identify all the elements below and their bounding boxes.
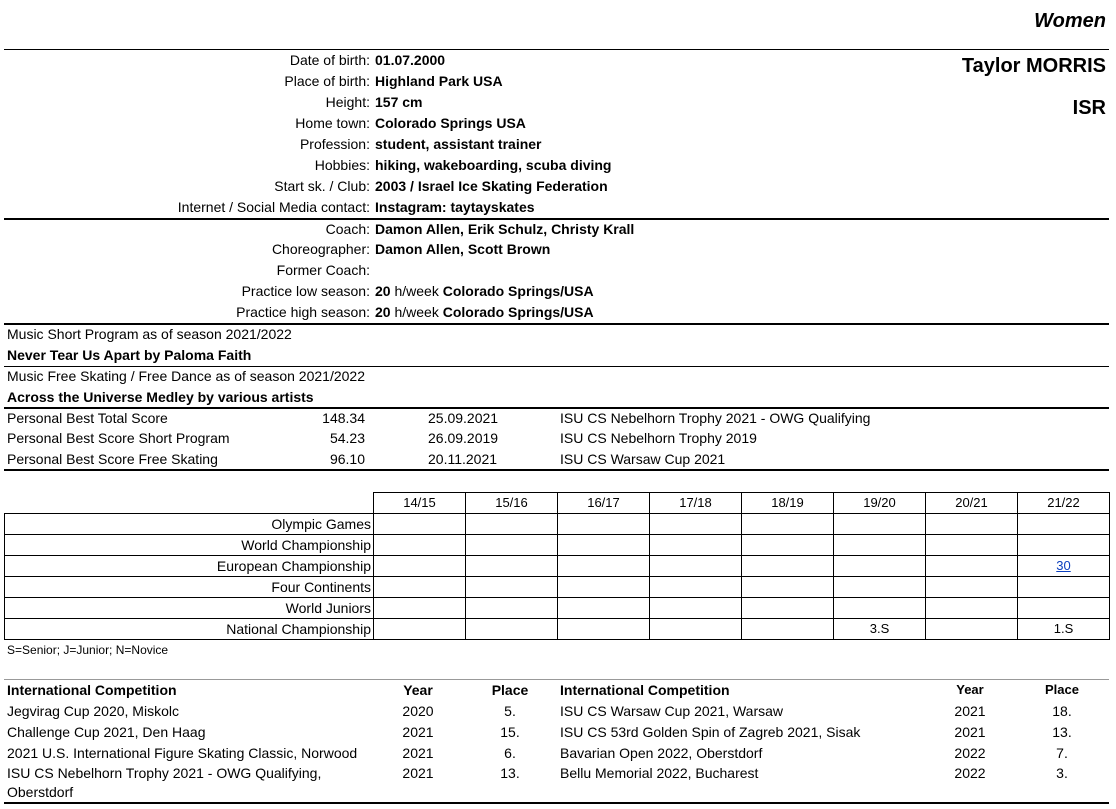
pb-label: Personal Best Score Short Program <box>7 430 230 446</box>
music-short-heading: Music Short Program as of season 2021/2022 <box>7 326 292 342</box>
col-place-header: Place <box>1045 682 1079 697</box>
col-competition-header: International Competition <box>560 682 730 698</box>
bio-value: 2003 / Israel Ice Skating Federation <box>375 178 608 194</box>
competition-year: 2022 <box>954 745 986 761</box>
result-cell <box>558 577 650 598</box>
championship-name: National Championship <box>5 619 374 640</box>
season-header: 14/15 <box>374 493 466 514</box>
pb-event: ISU CS Nebelhorn Trophy 2019 <box>560 430 757 446</box>
bio-value: Instagram: taytayskates <box>375 199 535 215</box>
bio-label: Place of birth: <box>284 73 370 89</box>
season-header: 19/20 <box>834 493 926 514</box>
result-cell <box>834 535 926 556</box>
athlete-name: Taylor MORRIS <box>961 55 1106 77</box>
bio-label: Home town: <box>295 115 370 131</box>
bio-value: student, assistant trainer <box>375 136 542 152</box>
result-cell <box>558 535 650 556</box>
championship-name: World Juniors <box>5 598 374 619</box>
bio-value: 157 cm <box>375 94 423 110</box>
bio-value: Highland Park USA <box>375 73 503 89</box>
result-cell <box>374 577 466 598</box>
result-cell <box>466 598 558 619</box>
result-cell <box>1018 535 1110 556</box>
table-header-row <box>5 493 1110 514</box>
music-free-heading: Music Free Skating / Free Dance as of season 2021/2022 <box>7 368 365 384</box>
european-result-link[interactable]: 30 <box>1056 558 1071 573</box>
result-cell <box>1018 514 1110 535</box>
championship-name: European Championship <box>5 556 374 577</box>
result-cell <box>466 535 558 556</box>
competition-place: 18. <box>1052 703 1072 719</box>
table-row <box>5 535 1110 556</box>
result-cell <box>558 619 650 640</box>
pb-score: 96.10 <box>329 451 365 467</box>
result-cell <box>650 598 742 619</box>
table-row <box>5 577 1110 598</box>
competition-place: 7. <box>1056 745 1068 761</box>
season-header: 18/19 <box>742 493 834 514</box>
col-competition-header: International Competition <box>7 682 177 698</box>
result-cell <box>466 577 558 598</box>
pb-date: 20.11.2021 <box>428 451 498 467</box>
result-cell <box>926 556 1018 577</box>
result-cell <box>742 577 834 598</box>
result-cell <box>650 556 742 577</box>
result-cell <box>742 514 834 535</box>
pb-label: Personal Best Total Score <box>7 410 168 426</box>
table-row <box>5 514 1110 535</box>
result-cell <box>834 514 926 535</box>
former-coach-label: Former Coach: <box>276 262 370 278</box>
competition-year: 2021 <box>954 724 986 740</box>
competition-name: ISU CS Nebelhorn Trophy 2021 - OWG Qualifying, <box>7 765 322 781</box>
result-cell <box>926 535 1018 556</box>
pb-score: 54.23 <box>329 430 365 446</box>
competition-name: ISU CS 53rd Golden Spin of Zagreb 2021, Sisak <box>560 724 861 740</box>
pb-date: 26.09.2019 <box>428 430 499 446</box>
competition-name-line2: Oberstdorf <box>7 784 74 800</box>
result-cell <box>650 577 742 598</box>
divider <box>4 49 1109 50</box>
season-header: 15/16 <box>466 493 558 514</box>
result-cell <box>374 535 466 556</box>
pb-label: Personal Best Score Free Skating <box>7 451 218 467</box>
bio-value: Colorado Springs USA <box>375 115 526 131</box>
result-cell: 1.S <box>1018 619 1110 640</box>
coach-value: Damon Allen, Erik Schulz, Christy Krall <box>375 221 635 237</box>
result-cell <box>926 619 1018 640</box>
result-cell <box>558 598 650 619</box>
result-cell <box>650 535 742 556</box>
result-cell <box>742 598 834 619</box>
practice-low-value: 20 h/week Colorado Springs/USA <box>375 283 594 299</box>
choreographer-value: Damon Allen, Scott Brown <box>375 241 551 257</box>
table-row <box>5 598 1110 619</box>
championship-name: World Championship <box>5 535 374 556</box>
competition-place: 6. <box>504 745 516 761</box>
result-cell <box>1018 598 1110 619</box>
col-year-header: Year <box>956 682 984 697</box>
choreographer-label: Choreographer: <box>271 241 370 257</box>
divider <box>4 218 1109 220</box>
result-cell <box>1018 577 1110 598</box>
competition-year: 2021 <box>954 703 986 719</box>
competition-year: 2020 <box>402 703 434 719</box>
result-cell <box>466 556 558 577</box>
season-header: 21/22 <box>1018 493 1110 514</box>
championships-table <box>4 492 1110 640</box>
divider <box>4 407 1109 409</box>
result-cell <box>926 577 1018 598</box>
competition-year: 2021 <box>402 724 434 740</box>
pb-date: 25.09.2021 <box>428 410 499 426</box>
competition-name: 2021 U.S. International Figure Skating Classic, Norwood <box>7 745 358 761</box>
result-cell <box>742 556 834 577</box>
competition-place: 5. <box>504 703 516 719</box>
competition-name: Bavarian Open 2022, Oberstdorf <box>560 745 763 761</box>
result-cell <box>834 556 926 577</box>
bio-label: Profession: <box>299 136 370 152</box>
result-cell <box>374 514 466 535</box>
result-cell <box>742 535 834 556</box>
practice-high-value: 20 h/week Colorado Springs/USA <box>375 304 594 320</box>
competition-year: 2021 <box>402 745 434 761</box>
result-cell <box>374 556 466 577</box>
season-header: 20/21 <box>926 493 1018 514</box>
coach-label: Coach: <box>325 221 370 237</box>
season-header: 17/18 <box>650 493 742 514</box>
category-title: Women <box>1034 10 1106 32</box>
result-cell <box>466 619 558 640</box>
season-header: 16/17 <box>558 493 650 514</box>
competition-place: 15. <box>500 724 520 740</box>
table-row <box>5 556 1110 577</box>
competition-year: 2021 <box>402 765 434 781</box>
practice-low-label: Practice low season: <box>241 283 370 299</box>
competition-name: Jegvirag Cup 2020, Miskolc <box>7 703 179 719</box>
col-place-header: Place <box>491 682 529 698</box>
table-row <box>5 619 1110 640</box>
divider <box>4 679 1109 680</box>
bio-label: Date of birth: <box>289 52 370 68</box>
practice-high-label: Practice high season: <box>236 304 370 320</box>
bio-label: Start sk. / Club: <box>274 178 370 194</box>
divider <box>4 323 1109 325</box>
music-short-title: Never Tear Us Apart by Paloma Faith <box>7 347 252 363</box>
result-cell <box>650 514 742 535</box>
bio-label: Hobbies: <box>314 157 370 173</box>
result-cell: 3.S <box>834 619 926 640</box>
bio-label: Height: <box>325 94 370 110</box>
championship-name: Four Continents <box>5 577 374 598</box>
competition-place: 3. <box>1056 765 1068 781</box>
divider <box>4 802 1109 804</box>
result-cell <box>926 598 1018 619</box>
col-year-header: Year <box>403 682 433 698</box>
bio-label: Internet / Social Media contact: <box>177 199 370 215</box>
pb-score: 148.34 <box>322 410 365 426</box>
pb-event: ISU CS Nebelhorn Trophy 2021 - OWG Qualifying <box>560 410 871 426</box>
music-free-title: Across the Universe Medley by various artists <box>7 389 314 405</box>
result-cell <box>374 598 466 619</box>
competition-year: 2022 <box>954 765 986 781</box>
result-cell <box>834 577 926 598</box>
divider <box>4 366 1109 367</box>
athlete-nation: ISR <box>1072 97 1106 119</box>
divider <box>4 469 1109 471</box>
result-cell <box>466 514 558 535</box>
competition-name: ISU CS Warsaw Cup 2021, Warsaw <box>560 703 784 719</box>
result-cell <box>374 619 466 640</box>
result-cell <box>834 598 926 619</box>
bio-value: hiking, wakeboarding, scuba diving <box>375 157 612 173</box>
result-cell <box>558 514 650 535</box>
result-cell <box>926 514 1018 535</box>
competition-name: Bellu Memorial 2022, Bucharest <box>560 765 759 781</box>
level-legend: S=Senior; J=Junior; N=Novice <box>7 643 169 657</box>
championship-name: Olympic Games <box>5 514 374 535</box>
result-cell <box>650 619 742 640</box>
result-cell <box>558 556 650 577</box>
result-cell <box>742 619 834 640</box>
competition-place: 13. <box>1052 724 1072 740</box>
competition-name: Challenge Cup 2021, Den Haag <box>7 724 206 740</box>
pb-event: ISU CS Warsaw Cup 2021 <box>560 451 726 467</box>
bio-value: 01.07.2000 <box>375 52 446 68</box>
competition-place: 13. <box>500 765 520 781</box>
